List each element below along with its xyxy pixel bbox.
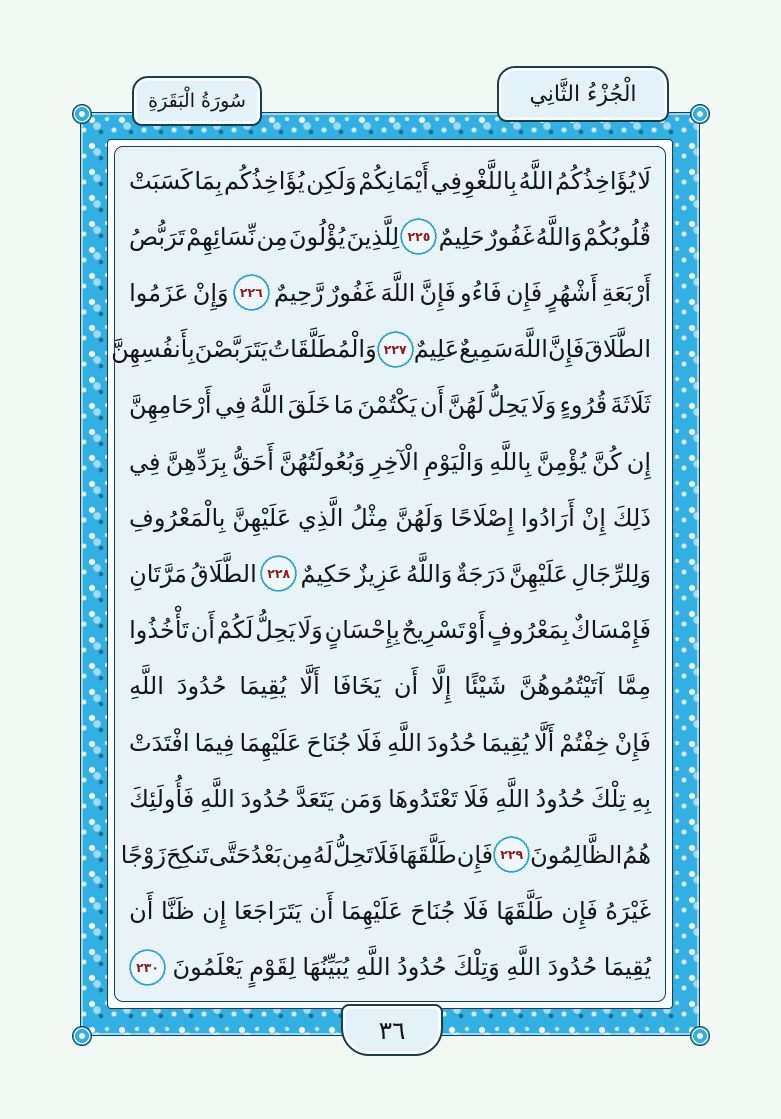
quran-word: عَلَيْهِمَا	[239, 728, 302, 757]
quran-word: وَلَا	[531, 391, 557, 420]
mushaf-line	[129, 659, 651, 714]
quran-word: غَفُورٌ	[485, 222, 535, 251]
verse-number-medallion: ٢٣٠	[132, 952, 163, 983]
quran-word: كُنَّ	[591, 447, 622, 476]
quran-word: فَأُولَئِكَ	[129, 784, 195, 813]
quran-word: وَلَا	[297, 616, 323, 645]
surah-name-tab	[132, 76, 262, 126]
quran-word: رَّحِيمٌ	[273, 278, 324, 307]
quran-word: عَلِيمٌ	[413, 335, 460, 364]
quran-word: إِن	[626, 447, 651, 476]
quran-word: ثَلَاثَةَ	[610, 391, 651, 420]
mushaf-line	[129, 715, 651, 770]
quran-word: لَا	[637, 166, 651, 195]
quran-word: بِاللَّهِ	[489, 447, 532, 476]
corner-ornament-icon	[690, 1026, 710, 1046]
quran-word: مِثْلُ	[350, 503, 389, 532]
quran-word: فَإِن	[456, 840, 494, 869]
quran-word: وَمَن	[339, 784, 383, 813]
quran-word: قُلُوبُكُمْ	[583, 222, 651, 251]
quran-word: أَن	[309, 897, 334, 926]
quran-word: يَحِلُّ	[255, 616, 296, 645]
mushaf-lines	[111, 153, 651, 995]
quran-word: لَهُ	[312, 840, 334, 869]
quran-word: حَتَّى	[208, 840, 251, 869]
mushaf-line	[129, 546, 651, 601]
quran-word: لِلَّذِينَ	[346, 222, 400, 251]
quran-word: جُنَاحَ	[306, 728, 352, 757]
quran-word: افْتَدَتْ	[129, 728, 190, 757]
quran-word: خَلَقَ	[287, 391, 331, 420]
quran-word: وَلِلرِّجَالِ	[571, 559, 651, 588]
quran-word: يَتَعَدَّ	[295, 784, 334, 813]
quran-word: أَرَادُوا	[520, 503, 575, 532]
quran-word: يَحِلُّ	[487, 391, 528, 420]
quran-word: فَإِنْ	[614, 728, 651, 757]
corner-ornament-icon	[72, 1026, 92, 1046]
quran-word: يَتَرَبَّصْنَ	[194, 335, 268, 364]
quran-word: فَاءُو	[460, 278, 502, 307]
quran-word: خِفْتُمْ	[559, 728, 610, 757]
quran-word: الطَّلَاقُ	[190, 559, 257, 588]
quran-word: بِأَنفُسِهِنَّ	[111, 335, 195, 364]
quran-word: إِنْ	[581, 503, 606, 532]
quran-word: اللَّهِ	[387, 728, 422, 757]
quran-word: قُرُوءٍ	[559, 391, 608, 420]
quran-word: بَعْدُ	[250, 840, 282, 869]
quran-word: حُدُودَ	[240, 784, 291, 813]
quran-word: دَرَجَةٌ	[455, 559, 506, 588]
quran-word: تِلْكَ	[590, 784, 626, 813]
quran-word: فَلَا	[463, 784, 490, 813]
quran-word: يَكْتُمْنَ	[357, 391, 417, 420]
quran-word: يَخَافَا	[332, 672, 381, 701]
quran-word: فِيمَا	[194, 728, 235, 757]
quran-word: وَبُعُولَتُهُنَّ	[279, 447, 366, 476]
page-number-tab	[341, 1004, 443, 1056]
mushaf-line	[129, 490, 651, 545]
quran-word: فَلَا	[462, 897, 489, 926]
quran-word: وَلَكِن	[306, 166, 357, 195]
quran-word: يُؤَاخِذُكُم	[223, 166, 305, 195]
quran-word: الطَّلَاقَ	[584, 335, 651, 364]
verse-number-medallion: ٢٢٩	[496, 839, 527, 870]
quran-word: الْآخِرِ	[370, 447, 419, 476]
quran-word: حُدُودُ	[535, 784, 586, 813]
quran-word: فِي	[214, 391, 247, 420]
quran-word: فِي	[430, 166, 462, 195]
verse-number-medallion: ٢٢٧	[380, 334, 411, 365]
quran-word: مَرَّتَانِ	[129, 559, 187, 588]
quran-word: مِن	[256, 222, 288, 251]
quran-word: اللَّهِ	[199, 784, 235, 813]
quran-word: إِن	[202, 897, 227, 926]
quran-word: بِاللَّغْوِ	[463, 166, 517, 195]
quran-word: أَلَّا	[299, 672, 320, 701]
quran-word: حُدُودَ	[547, 953, 598, 982]
quran-word: تَعْتَدُوهَا	[388, 784, 458, 813]
quran-word: أَحَقُّ	[232, 447, 274, 476]
quran-word: كَسَبَتْ	[129, 166, 193, 195]
quran-word: زَوْجًا	[120, 840, 167, 869]
quran-word: جُنَاحَ	[410, 897, 456, 926]
quran-word: ظَنَّا	[160, 897, 195, 926]
quran-word: الَّذِي	[298, 503, 344, 532]
quran-word: أَن	[190, 616, 215, 645]
quran-word: فِي	[129, 447, 161, 476]
quran-word: وَالْمُطَلَّقَاتُ	[267, 335, 377, 364]
mushaf-line	[129, 209, 651, 264]
decorative-border-frame	[80, 112, 700, 1036]
frame-inner-margin	[107, 139, 673, 1009]
quran-word: وَلَهُنَّ	[395, 503, 444, 532]
quran-word: يُقِيمَا	[239, 672, 287, 701]
quran-word: اللَّهَ	[513, 335, 548, 364]
quran-word: اللَّهِ	[494, 784, 530, 813]
quran-word: يُبَيِّنُهَا	[302, 953, 350, 982]
quran-word: أَلَّا	[533, 728, 555, 757]
mushaf-line	[129, 378, 651, 433]
quran-word: وَاللَّهُ	[535, 222, 583, 251]
quran-word: اللَّهُ	[249, 391, 285, 420]
quran-word: تَأْخُذُوا	[129, 616, 189, 645]
quran-word: وَالْيَوْمِ	[423, 447, 485, 476]
quran-word: فَلَا	[356, 728, 383, 757]
quran-word: سَمِيعٌ	[459, 335, 514, 364]
corner-ornament-icon	[690, 104, 710, 124]
quran-word: اللَّهِ	[129, 672, 164, 701]
quran-word: يُؤْلُونَ	[288, 222, 346, 251]
mushaf-line	[129, 265, 651, 320]
quran-word: طَلَّقَهَا	[496, 897, 554, 926]
quran-word: مَا	[333, 391, 354, 420]
quran-word: يَتَرَاجَعَا	[234, 897, 302, 926]
quran-word: وَإِنْ	[192, 278, 229, 307]
quran-word: حُدُودَ	[426, 728, 477, 757]
corner-ornament-icon	[72, 104, 92, 124]
quran-word: تَنكِحَ	[166, 840, 209, 869]
quran-word: إِلَّا	[431, 672, 452, 701]
quran-word: أَرْبَعَةِ	[601, 278, 651, 307]
quran-word: هُمُ	[622, 840, 651, 869]
mushaf-line	[111, 322, 651, 377]
page-number-label: ٣٦	[378, 1015, 406, 1045]
quran-word: أَشْهُرٍ	[546, 278, 598, 307]
quran-word: فَإِنَّ	[547, 335, 585, 364]
quran-word: بِهِ	[631, 784, 651, 813]
quran-word: أَن	[419, 391, 445, 420]
quran-word: ذَلِكَ	[612, 503, 651, 532]
quran-word: أَيْمَانِكُمْ	[358, 166, 429, 195]
quran-word: تَسْرِيحٌ	[401, 616, 466, 645]
quran-word: شَيْئًا	[464, 672, 507, 701]
surah-name-label: سُورَةُ الْبَقَرَةِ	[148, 90, 246, 112]
quran-word: عَزِيزٌ	[355, 559, 403, 588]
quran-word: يُؤْمِنَّ	[536, 447, 587, 476]
quran-word: عَلَيْهِمَا	[341, 897, 403, 926]
quran-word: بِمَا	[194, 166, 223, 195]
quran-word: تَرَبُّصُ	[129, 222, 186, 251]
verse-number-medallion: ٢٢٦	[236, 277, 267, 308]
quran-word: الظَّالِمُونَ	[530, 840, 623, 869]
quran-word: آتَيْتُمُوهُنَّ	[519, 672, 605, 701]
quran-word: أَن	[393, 672, 419, 701]
quran-word: وَتِلْكَ	[453, 953, 500, 982]
quran-word: طَلَّقَهَا	[399, 840, 457, 869]
quran-word: إِصْلَاحًا	[450, 503, 515, 532]
mushaf-line	[129, 884, 651, 939]
quran-word: فَإِمْسَاكٌ	[570, 616, 651, 645]
quran-word: لَهُنَّ	[447, 391, 485, 420]
verse-number-medallion: ٢٢٥	[403, 221, 434, 252]
quran-word: عَلَيْهِنَّ	[509, 559, 568, 588]
quran-word: مِن	[281, 840, 313, 869]
quran-word: فَإِنَّ	[419, 278, 456, 307]
quran-word: أَن	[129, 897, 154, 926]
quran-word: تَحِلُّ	[333, 840, 374, 869]
quran-word: نِّسَائِهِمْ	[186, 222, 256, 251]
quran-word: حَلِيمٌ	[438, 222, 485, 251]
quran-word: أَرْحَامِهِنَّ	[129, 391, 212, 420]
quran-word: وَاللَّهُ	[406, 559, 453, 588]
quran-word: بِالْمَعْرُوفِ	[129, 503, 226, 532]
quran-word: فَإِن	[505, 278, 543, 307]
quran-word: لِقَوْمٍ	[249, 953, 296, 982]
quran-word: بِإِحْسَانٍ	[324, 616, 400, 645]
quran-word: بِمَعْرُوفٍ	[487, 616, 569, 645]
quran-word: حُدُودَ	[176, 672, 227, 701]
quran-word: يُقِيمَا	[481, 728, 529, 757]
quran-word: حَكِيمٌ	[300, 559, 352, 588]
quran-word: بِرَدِّهِنَّ	[165, 447, 228, 476]
quran-word: أَوْ	[467, 616, 486, 645]
juz-name-tab	[497, 66, 669, 122]
quran-word: اللَّهِ	[506, 953, 541, 982]
quran-word: فَلَا	[373, 840, 400, 869]
quran-word: يُقِيمَا	[603, 953, 651, 982]
quran-word: فَإِن	[561, 897, 598, 926]
quran-word: لَكُمْ	[216, 616, 254, 645]
quran-word: غَيْرَهُ	[605, 897, 651, 926]
quran-word: حُدُودُ	[397, 953, 447, 982]
quran-word: غَفُورٌ	[327, 278, 377, 307]
juz-name-label: الْجُزْءُ الثَّانِي	[529, 81, 637, 107]
mushaf-line	[129, 434, 651, 489]
quran-word: يُؤَاخِذُكُمُ	[555, 166, 636, 195]
mushaf-line	[120, 827, 651, 882]
quran-word: اللَّهُ	[518, 166, 554, 195]
mushaf-line	[129, 153, 651, 208]
quran-word: يَعْلَمُونَ	[172, 953, 243, 982]
quran-word: اللَّهَ	[380, 278, 416, 307]
mushaf-line	[129, 771, 651, 826]
quran-word: عَزَمُوا	[129, 278, 189, 307]
mushaf-line	[129, 940, 651, 995]
mushaf-line	[129, 603, 651, 658]
quran-word: مِمَّا	[616, 672, 651, 701]
quran-word: اللَّهِ	[355, 953, 391, 982]
quran-text-panel	[111, 146, 666, 1002]
quran-word: عَلَيْهِنَّ	[232, 503, 292, 532]
verse-number-medallion: ٢٢٨	[263, 558, 294, 589]
